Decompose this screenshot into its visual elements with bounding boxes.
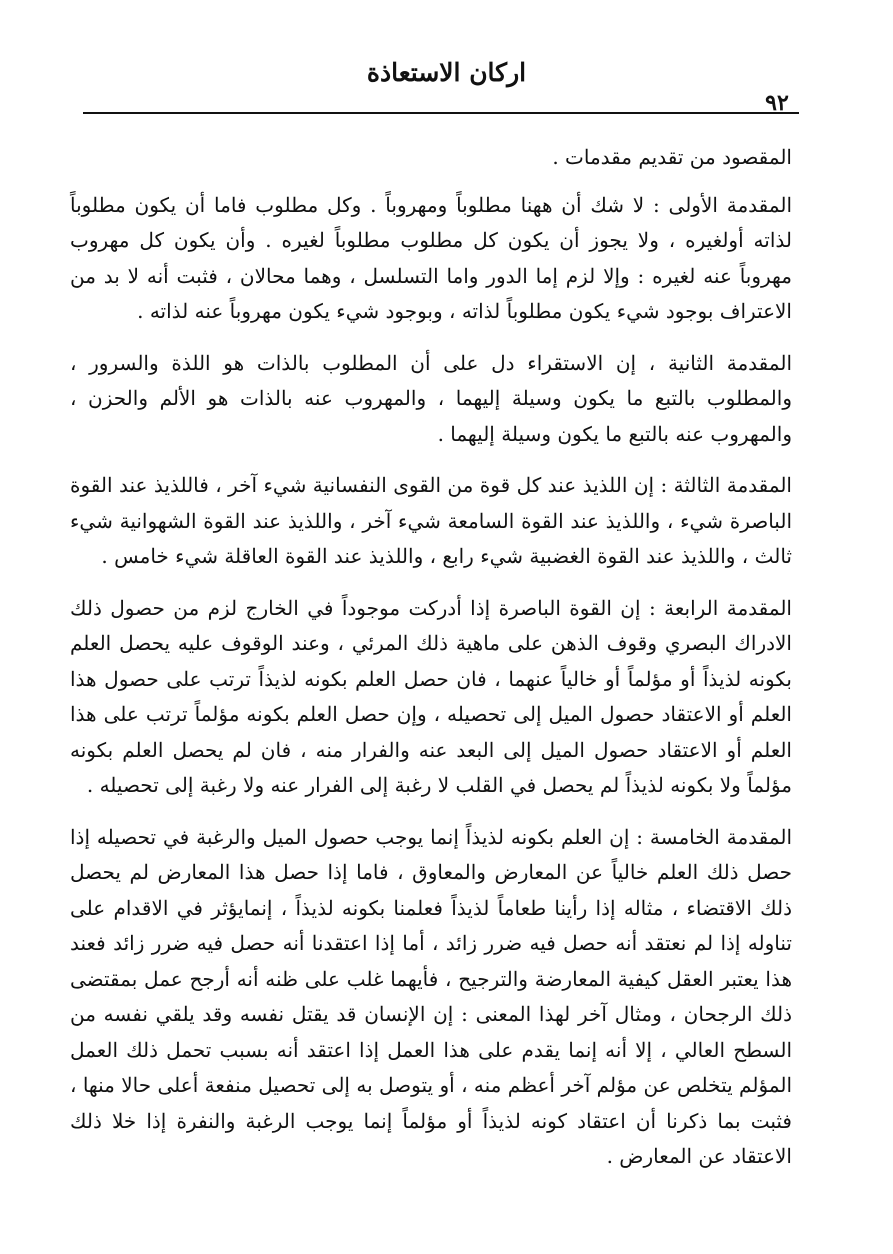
running-title: اركان الاستعاذة bbox=[366, 58, 527, 87]
body-text bbox=[70, 140, 792, 1191]
paragraph-fourth-premise: المقدمة الرابعة : إن القوة الباصرة إذا أدركت موجوداً في الخارج لزم من حصول ذلك الادراك البصري وقوف الذهن على ماهية ذلك المرئي ، وعند الوقوف عليه يحصل العلم بكونه لذيذاً أو مؤلماً أو خالياً عنهما ، فان حصل العلم بكونه لذيذاً ترتب على حصول هذا العلم أو الاعتقاد حصول الميل إلى تحصيله ، وإن حصل العلم بكونه مؤلماً ترتب على هذا العلم أو الاعتقاد حصول الميل إلى البعد عنه والفرار منه ، فان لم يحصل العلم بكونه مؤلماً ولا بكونه لذيذاً لم يحصل في القلب لا رغبة إلى الفرار عنه ولا رغبة إلى تحصيله . bbox=[70, 595, 792, 797]
header-rule bbox=[83, 112, 799, 114]
paragraph-second-premise: المقدمة الثانية ، إن الاستقراء دل على أن المطلوب بالذات هو اللذة والسرور ، والمطلوب بالتبع ما يكون وسيلة إليهما ، والمهروب عنه بالذات هو الألم والحزن ، والمهروب عنه بالتبع ما يكون وسيلة إليهما . bbox=[70, 350, 793, 446]
paragraph-intro: المقصود من تقديم مقدمات . bbox=[552, 145, 792, 169]
paragraph-first-premise: المقدمة الأولى : لا شك أن ههنا مطلوباً ومهروباً . وكل مطلوب فاما أن يكون مطلوباً لذاته أولغيره ، ولا يجوز أن يكون كل مطلوب مطلوباً لغيره . وأن يكون كل مهروب مهروباً عنه لغيره : وإلا لزم إما الدور واما التسلسل ، وهما محالان ، فثبت أنه لا بد من الاعتراف بوجود شيء يكون مطلوباً لذاته ، وبوجود شيء يكون مهروباً عنه لذاته . bbox=[70, 192, 793, 323]
paragraph-third-premise: المقدمة الثالثة : إن اللذيذ عند كل قوة من القوى النفسانية شيء آخر ، فاللذيذ عند القوة الباصرة شيء ، واللذيذ عند القوة السامعة شيء آخر ، واللذيذ عند القوة الشهوانية شيء ثالث ، واللذيذ عند القوة الغضبية شيء رابع ، واللذيذ عند القوة العاقلة شيء خامس . bbox=[70, 473, 792, 568]
paragraph-fifth-premise: المقدمة الخامسة : إن العلم بكونه لذيذاً إنما يوجب حصول الميل والرغبة في تحصيله إذا حصل ذلك العلم خالياً عن المعارض والمعاوق ، فاما إذا حصل هذا المعارض لم يحصل ذلك الاقتضاء ، مثاله إذا رأينا طعاماً لذيذاً فعلمنا بكونه لذيذاً ، إنمايؤثر في الاقدام على تناوله إذا لم نعتقد أنه حصل فيه ضرر زائد ، أما إذا اعتقدنا أنه حصل فيه ضرر زائد فعند هذا يعتبر العقل كيفية المعارضة والترجيح ، فأيهما غلب على ظنه أنه أرجح عمل بمقتضى ذلك الرجحان ، ومثال آخر لهذا المعنى : إن الإنسان قد يقتل نفسه وقد يلقي نفسه من السطح العالي ، إلا أنه إنما يقدم على هذا العمل إذا اعتقد أنه بسبب تحمل ذلك العمل المؤلم يتخلص عن مؤلم آخر أعظم منه ، أو يتوصل به إلى تحصيل منفعة أعلى حالا منها ، فثبت بما ذكرنا أن اعتقاد كونه لذيذاً أو مؤلماً إنما يوجب الرغبة والنفرة إذا خلا ذلك الاعتقاد عن المعارض . bbox=[70, 824, 793, 1168]
page-number: ٩٢ bbox=[765, 90, 789, 116]
